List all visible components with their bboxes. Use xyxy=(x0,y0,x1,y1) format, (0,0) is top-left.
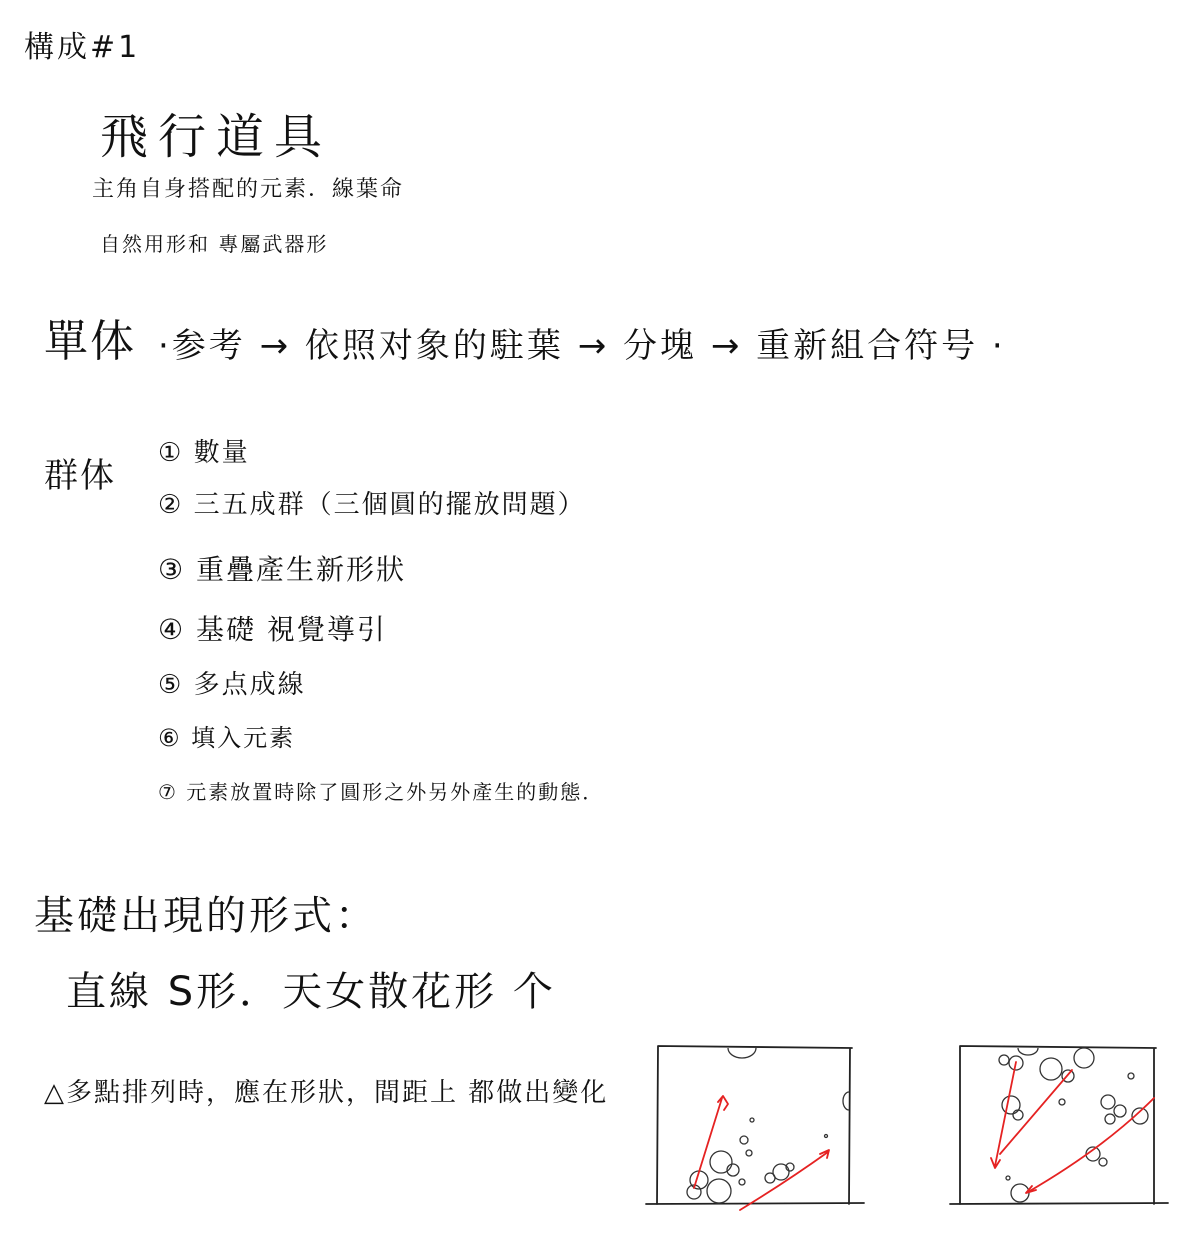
sketch-right-circle xyxy=(1059,1099,1065,1105)
sketch-left-circle xyxy=(746,1150,752,1156)
single-label: 單体 xyxy=(44,316,136,367)
group-item-4: ④ 基礎 視覺導引 xyxy=(158,613,387,646)
group-item-3: ③ 重疊產生新形狀 xyxy=(158,553,407,586)
sketch-right-circle xyxy=(1101,1095,1115,1109)
sketch-right-circle xyxy=(1018,1048,1038,1055)
sketch-left-frame xyxy=(657,1046,852,1204)
subtitle-line-1: 主角自身搭配的元素．線葉命 xyxy=(92,177,405,202)
arrangement-note: △多點排列時，應在形狀，間距上 都做出變化 xyxy=(44,1078,609,1108)
sketch-left-ground xyxy=(646,1203,864,1204)
sketch-left-arrow xyxy=(694,1096,728,1188)
sketch-right-arrow xyxy=(991,1062,1016,1168)
sketch-left-side-circle xyxy=(843,1092,849,1110)
sketch-right-circle xyxy=(1128,1073,1134,1079)
forms-list: 直線 S形．天女散花形 个 xyxy=(66,969,556,1015)
sketch-right-circle xyxy=(1099,1158,1107,1166)
sketch-left-circle xyxy=(825,1135,828,1138)
group-item-1: ① 數量 xyxy=(158,438,250,468)
sketch-right-circle xyxy=(1114,1105,1126,1117)
page-title: 飛行道具 xyxy=(100,109,333,165)
sketch-right-arrow xyxy=(1000,1070,1072,1154)
sketch-left xyxy=(644,1040,866,1212)
sketch-right-circle xyxy=(1105,1114,1115,1124)
sketch-right-drawing xyxy=(948,1040,1170,1212)
sketch-left-circle xyxy=(710,1151,732,1173)
sketch-right-frame xyxy=(960,1046,1156,1204)
sketch-left-drawing xyxy=(644,1040,866,1212)
sketch-left-circle xyxy=(740,1136,748,1144)
sketch-left-circle xyxy=(765,1173,775,1183)
page-header: 構成#1 xyxy=(24,30,141,65)
sketch-right-arrow xyxy=(1026,1098,1154,1193)
sketch-left-arrow xyxy=(740,1150,829,1210)
forms-title: 基礎出現的形式： xyxy=(34,893,378,939)
sketch-left-circle xyxy=(707,1179,731,1203)
sketch-left-top-circle xyxy=(728,1048,756,1058)
sketch-right xyxy=(948,1040,1170,1212)
sketch-left-circle xyxy=(739,1179,745,1185)
single-description: ·参考 → 依照对象的駐葉 → 分塊 → 重新組合符号 · xyxy=(158,326,1006,366)
sketch-right-circle xyxy=(1074,1048,1094,1068)
sketch-right-circle xyxy=(999,1055,1009,1065)
sketch-left-circle xyxy=(750,1118,754,1122)
sketch-right-circle xyxy=(1006,1176,1010,1180)
group-item-5: ⑤ 多点成線 xyxy=(158,670,306,700)
group-item-6: ⑥ 填入元素 xyxy=(158,724,296,752)
sketch-right-ground xyxy=(950,1203,1168,1204)
sketch-right-circle xyxy=(1002,1096,1020,1114)
group-item-7: ⑦ 元素放置時除了圓形之外另外產生的動態． xyxy=(158,780,605,804)
group-item-2: ② 三五成群（三個圓的擺放問題） xyxy=(158,490,586,520)
sketch-right-circle xyxy=(1040,1058,1062,1080)
subtitle-line-2: 自然用形和 專屬武器形 xyxy=(100,232,329,256)
group-label: 群体 xyxy=(44,456,116,496)
